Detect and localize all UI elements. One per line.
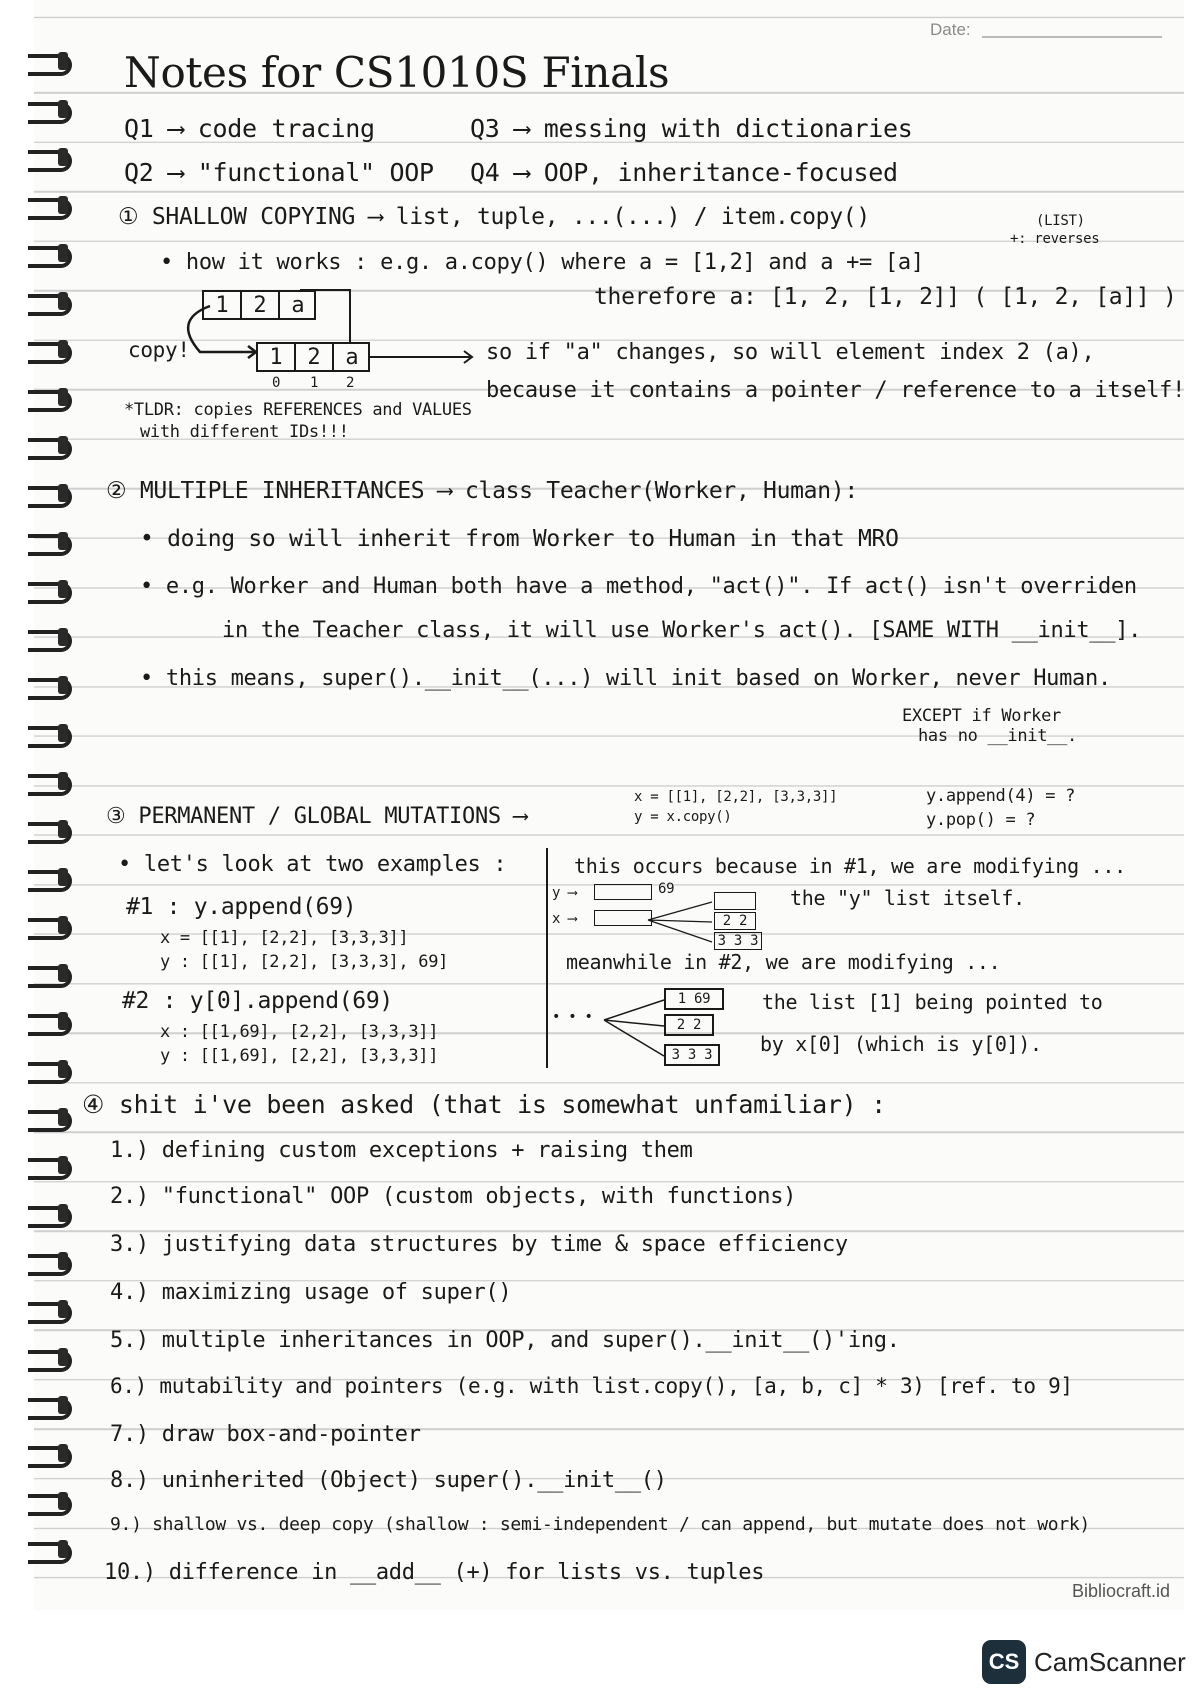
spiral-ring-icon: [28, 1106, 72, 1128]
spiral-ring-icon: [28, 1394, 72, 1416]
column-divider: [546, 848, 548, 1068]
camscanner-logo-icon: CS: [982, 1640, 1026, 1684]
brand-watermark: Bibliocraft.id: [1071, 1581, 1170, 1601]
section3-code-1: x = [[1], [2,2], [3,3,3]]: [634, 789, 838, 805]
list-cell: 1: [204, 292, 242, 318]
date-label: Date:: [930, 20, 971, 39]
index-label: 0: [272, 375, 281, 391]
spiral-ring-icon: [28, 50, 72, 72]
spiral-ring-icon: [28, 818, 72, 840]
spiral-ring-icon: [28, 530, 72, 552]
asked-item-1: 1.) defining custom exceptions + raising them: [110, 1138, 693, 1163]
spiral-ring-icon: [28, 98, 72, 120]
spiral-ring-icon: [28, 1490, 72, 1512]
diagram-list-3: 3 3 3: [714, 932, 762, 950]
diagram-2-arrows: [600, 990, 670, 1070]
list-note: +: reverses: [1010, 231, 1100, 247]
asked-item-9: 9.) shallow vs. deep copy (shallow : semi-independent / can append, but mutate does not work): [110, 1514, 1090, 1535]
section1-therefore: therefore a: [1, 2, [1, 2]] ( [1, 2, [a]] ): [594, 284, 1177, 310]
example-1-x: x = [[1], [2,2], [3,3,3]]: [160, 928, 409, 948]
spiral-ring-icon: [28, 1154, 72, 1176]
diagram-2-list-3: 3 3 3: [664, 1044, 720, 1066]
list-cell: a: [291, 292, 305, 318]
diagram-y-pointer: y ⟶: [552, 885, 577, 901]
spiral-ring-icon: [28, 482, 72, 504]
spiral-ring-icon: [28, 722, 72, 744]
example-1-label: #1 : y.append(69): [126, 894, 357, 920]
section1-how: • how it works : e.g. a.copy() where a = [1,2] and a += [a]: [160, 250, 924, 275]
overview-q3: Q3 ⟶ messing with dictionaries: [470, 114, 913, 143]
diagram-2-list-2: 2 2: [664, 1014, 714, 1036]
asked-item-6: 6.) mutability and pointers (e.g. with list.copy(), [a, b, c] * 3) [ref. to 9]: [110, 1374, 1073, 1398]
section2-bullet-2a: • e.g. Worker and Human both have a method, "act()". If act() isn't overriden: [140, 574, 1137, 599]
spiral-ring-icon: [28, 1010, 72, 1032]
diagram-2-dots: • • •: [552, 1009, 593, 1025]
spiral-ring-icon: [28, 1202, 72, 1224]
asked-item-10: 10.) difference in __add__ (+) for lists vs. tuples: [104, 1560, 765, 1585]
spiral-ring-icon: [28, 242, 72, 264]
spiral-ring-icon: [28, 146, 72, 168]
spiral-ring-icon: [28, 626, 72, 648]
spiral-ring-icon: [28, 866, 72, 888]
section3-intro: • let's look at two examples :: [118, 852, 507, 877]
list-cell: 1: [258, 344, 296, 370]
list-cell: 2: [296, 344, 334, 370]
section1-explanation-1: so if "a" changes, so will element index 2 (a),: [486, 340, 1095, 365]
spiral-ring-icon: [28, 434, 72, 456]
spiral-ring-icon: [28, 1298, 72, 1320]
spiral-ring-icon: [28, 1346, 72, 1368]
spiral-binding: [28, 50, 88, 1570]
copy-arrows: [170, 280, 490, 390]
spiral-ring-icon: [28, 1442, 72, 1464]
spiral-ring-icon: [28, 578, 72, 600]
section1-explanation-2: because it contains a pointer / reference to a itself!: [486, 378, 1186, 403]
overview-q4: Q4 ⟶ OOP, inheritance-focused: [470, 158, 898, 187]
asked-item-7: 7.) draw box-and-pointer: [110, 1422, 421, 1447]
diagram-list-2: 2 2: [714, 912, 756, 930]
spiral-ring-icon: [28, 674, 72, 696]
spiral-ring-icon: [28, 338, 72, 360]
example-2-x: x : [[1,69], [2,2], [3,3,3]]: [160, 1022, 439, 1042]
right-note-5: by x[0] (which is y[0]).: [760, 1032, 1042, 1056]
list-cell: a: [345, 344, 359, 370]
example-1-y: y : [[1], [2,2], [3,3,3], 69]: [160, 952, 449, 972]
diagram-x-pointer: x ⟶: [552, 911, 577, 927]
diagram-69: 69: [658, 881, 675, 897]
index-label: 1: [310, 375, 319, 391]
section2-heading: ② MULTIPLE INHERITANCES ⟶ class Teacher(Worker, Human):: [106, 478, 858, 504]
section2-bullet-1: • doing so will inherit from Worker to Human in that MRO: [140, 526, 899, 552]
section3-heading: ③ PERMANENT / GLOBAL MUTATIONS ⟶: [106, 804, 527, 829]
section3-question-2: y.pop() = ?: [926, 810, 1036, 830]
date-line: [982, 36, 1162, 38]
asked-item-3: 3.) justifying data structures by time & space efficiency: [110, 1232, 848, 1257]
asked-item-5: 5.) multiple inheritances in OOP, and super().__init__()'ing.: [110, 1328, 900, 1353]
spiral-ring-icon: [28, 386, 72, 408]
camscanner-name: CamScanner: [1034, 1646, 1186, 1677]
section1-heading: ① SHALLOW COPYING ⟶ list, tuple, ...(...) / item.copy(): [118, 204, 870, 230]
spiral-ring-icon: [28, 290, 72, 312]
list-cell: 2: [242, 292, 280, 318]
spiral-ring-icon: [28, 1538, 72, 1560]
asked-item-4: 4.) maximizing usage of super(): [110, 1280, 512, 1305]
right-note-3: meanwhile in #2, we are modifying ...: [566, 950, 1001, 974]
section3-code-2: y = x.copy(): [634, 809, 732, 825]
right-note-1: this occurs because in #1, we are modifying ...: [574, 854, 1126, 878]
except-note-1: EXCEPT if Worker: [902, 706, 1061, 726]
section3-question-1: y.append(4) = ?: [926, 786, 1076, 806]
example-2-label: #2 : y[0].append(69): [122, 988, 393, 1014]
example-2-y: y : [[1,69], [2,2], [3,3,3]]: [160, 1046, 439, 1066]
diagram-2-list-1: 1 69: [664, 988, 724, 1010]
overview-q1: Q1 ⟶ code tracing: [124, 114, 375, 143]
tldr-line-2: with different IDs!!!: [140, 422, 349, 442]
camscanner-badge: [982, 1640, 1186, 1684]
asked-item-2: 2.) "functional" OOP (custom objects, with functions): [110, 1184, 797, 1209]
spiral-ring-icon: [28, 1250, 72, 1272]
page-title: Notes for CS1010S Finals: [124, 48, 670, 97]
spiral-ring-icon: [28, 914, 72, 936]
diagram-1-arrows: [640, 880, 730, 950]
section2-bullet-2b: in the Teacher class, it will use Worker's act(). [SAME WITH __init__].: [222, 618, 1142, 643]
tldr-line-1: *TLDR: copies REFERENCES and VALUES: [124, 400, 472, 420]
index-label: 2: [346, 375, 355, 391]
except-note-2: has no __init__.: [918, 726, 1077, 746]
right-note-4: the list [1] being pointed to: [762, 990, 1103, 1014]
spiral-ring-icon: [28, 194, 72, 216]
spiral-ring-icon: [28, 770, 72, 792]
right-note-2: the "y" list itself.: [790, 886, 1025, 910]
spiral-ring-icon: [28, 962, 72, 984]
list-note-top: (LIST): [1036, 213, 1085, 229]
spiral-ring-icon: [28, 1058, 72, 1080]
asked-item-8: 8.) uninherited (Object) super().__init__(): [110, 1468, 667, 1493]
section2-bullet-3: • this means, super().__init__(...) will init based on Worker, never Human.: [140, 666, 1111, 691]
copy-label: copy!: [128, 338, 190, 362]
section4-heading: ④ shit i've been asked (that is somewhat unfamiliar) :: [82, 1090, 886, 1119]
overview-q2: Q2 ⟶ "functional" OOP: [124, 158, 434, 187]
